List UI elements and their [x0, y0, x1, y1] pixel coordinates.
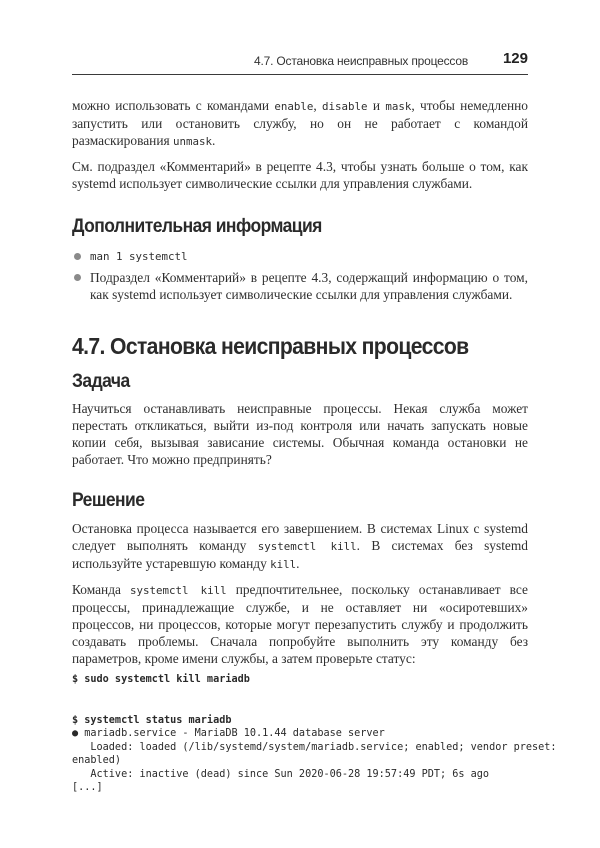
inline-code-enable: enable	[274, 100, 314, 113]
page-number: 129	[502, 50, 528, 67]
task-paragraph: Научиться останавливать неисправные процессы. Некая служба может перестать откликаться, выйти из-под контроля или начать запускать новые копии себя, вызывая зависание системы. Обычная команда остановки не работает. Что можно предпринять?	[72, 401, 528, 467]
bullet-icon	[74, 253, 81, 260]
inline-code-unmask: unmask	[173, 135, 213, 148]
inline-code-kill: kill	[270, 558, 297, 571]
solution-paragraph-1: Остановка процесса называется его завершением. В системах Linux с systemd следует выполнять команду systemctl kill. В системах без systemd используйте устаревшую команду kill.	[72, 521, 528, 571]
list-item-text: man 1 systemctl	[90, 250, 188, 263]
code-output-line: ● mariadb.service - MariaDB 10.1.44 database server	[72, 728, 385, 739]
paragraph-see-also: См. подраздел «Комментарий» в рецепте 4.3, чтобы узнать больше о том, как systemd использует символические ссылки для управления службами.	[72, 159, 528, 191]
list-item-text: Подраздел «Комментарий» в рецепте 4.3, содержащий информацию о том, как systemd использует символические ссылки для управления службами.	[90, 270, 528, 302]
code-output-line: [...]	[72, 782, 103, 793]
code-command-kill: $ sudo systemctl kill mariadb	[72, 674, 250, 685]
bullet-icon	[74, 274, 81, 281]
paragraph-continuation: можно использовать с командами enable, disable и mask, чтобы немедленно запустить или остановить службу, но он не работает с командой размаскирования unmask.	[72, 98, 528, 148]
running-header	[72, 50, 528, 75]
inline-code-systemctl-kill: systemctl kill	[129, 584, 227, 597]
more-info-heading: Дополнительная информация	[72, 216, 322, 237]
solution-paragraph-2: Команда systemctl kill предпочтительнее, поскольку останавливает все процессы, принадлежащие службе, и не оставляет ни «осиротевших» процессов, ни процессов, которые могут перезапустить службу и продолжить создавать проблемы. Сначала попробуйте выполнить эту команду без параметров, кроме имени службы, а затем проверьте статус:	[72, 582, 528, 666]
code-output-line: enabled)	[72, 755, 122, 766]
section-title: 4.7. Остановка неисправных процессов	[72, 333, 469, 359]
code-command-status: $ systemctl status mariadb	[72, 714, 232, 726]
inline-code-mask: mask	[385, 100, 412, 113]
code-output-line: Loaded: loaded (/lib/systemd/system/mariadb.service; enabled; vendor preset:	[72, 741, 557, 753]
task-heading: Задача	[72, 371, 130, 392]
code-output-line: Active: inactive (dead) since Sun 2020-06-28 19:57:49 PDT; 6s ago	[72, 768, 490, 780]
running-header-title: 4.7. Остановка неисправных процессов	[254, 54, 468, 68]
solution-heading: Решение	[72, 490, 145, 511]
inline-code-disable: disable	[322, 100, 368, 113]
code-block-status	[72, 700, 557, 808]
inline-code-systemctl-kill: systemctl kill	[257, 540, 357, 553]
